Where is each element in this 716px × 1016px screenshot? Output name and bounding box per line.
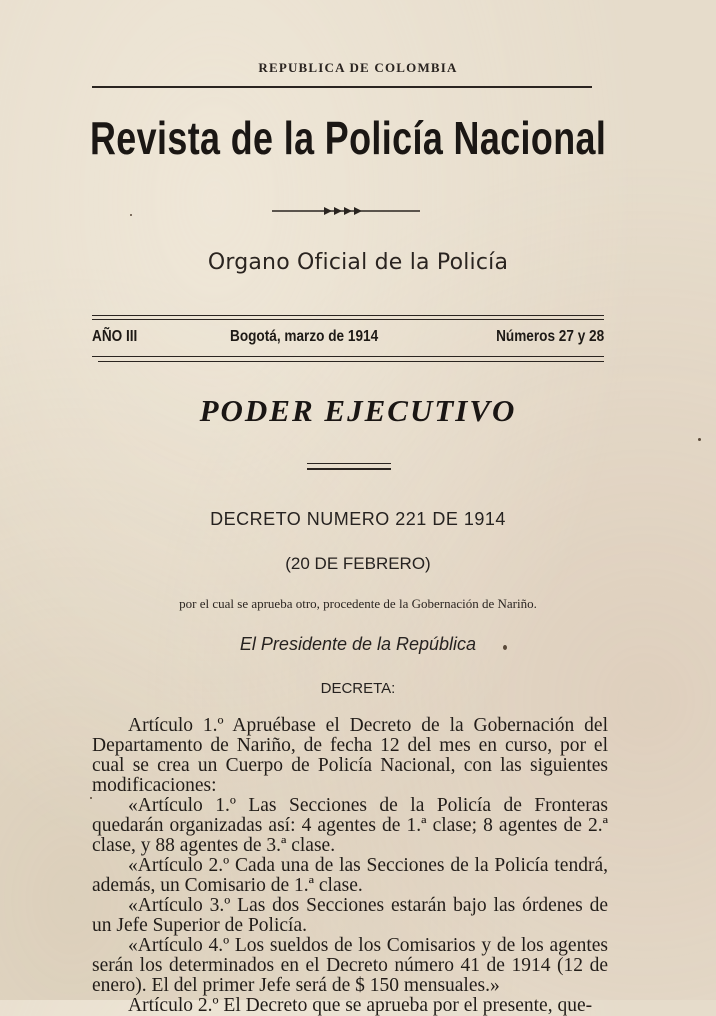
arrow-ornament-icon xyxy=(272,204,420,218)
paper-speck xyxy=(503,645,507,650)
paragraph-sub-article-4: «Artículo 4.º Los sueldos de los Comisarios y de los agentes serán los determinados en el Decreto número 41 de 1914 (12 de enero). El del primer Jefe será de $ 150 mensuales.» xyxy=(92,935,608,996)
decree-issuer: El Presidente de la República xyxy=(239,634,477,654)
issue-numbers: Números 27 y 28 xyxy=(495,328,604,345)
publication-title: Revista de la Policía Nacional xyxy=(90,112,607,164)
section-divider-1 xyxy=(307,463,391,464)
paper-speck xyxy=(90,797,92,799)
paragraph-article-2: Artículo 2.º El Decreto que se aprueba por el presente, que- xyxy=(128,995,593,1016)
header-rule xyxy=(92,86,592,88)
issue-rule-bottom-1 xyxy=(92,356,604,357)
issue-place-date: Bogotá, marzo de 1914 xyxy=(230,328,379,345)
publication-subtitle: Organo Oficial de la Policía xyxy=(207,250,509,275)
paragraph-article-1: Artículo 1.º Apruébase el Decreto de la Gobernación del Departamento de Nariño, de fecha 12 del mes en curso, por el cual se crea un Cuerpo de Policía Nacional, con las siguientes modificaciones: xyxy=(92,715,608,796)
issue-year: AÑO III xyxy=(92,328,138,345)
decree-subtitle: por el cual se aprueba otro, procedente de la Gobernación de Nariño. xyxy=(179,596,537,611)
paragraph-sub-article-3: «Artículo 3.º Las dos Secciones estarán bajo las órdenes de un Jefe Superior de Policía. xyxy=(92,895,608,936)
section-heading: PODER EJECUTIVO xyxy=(199,393,517,428)
issue-rule-top-2 xyxy=(92,319,604,320)
issue-info-row xyxy=(92,328,604,352)
paragraph-sub-article-2: «Artículo 2.º Cada una de las Secciones de la Policía tendrá, además, un Comisario de 1.ª clase. xyxy=(92,855,608,896)
country-header: REPUBLICA DE COLOMBIA xyxy=(258,60,458,75)
decree-title: DECRETO NUMERO 221 DE 1914 xyxy=(210,509,506,529)
decree-body xyxy=(92,716,608,1016)
paragraph-sub-article-1: «Artículo 1.º Las Secciones de la Policía de Fronteras quedarán organizadas así: 4 agentes de 1.ª clase; 8 agentes de 2.ª clase, y 88 agentes de 3.ª clase. xyxy=(92,795,608,856)
issue-rule-bottom-2 xyxy=(98,361,604,362)
decree-decreta: DECRETA: xyxy=(320,680,396,697)
issue-rule-top-1 xyxy=(92,315,604,316)
paper-speck xyxy=(698,438,701,441)
section-divider-2 xyxy=(307,468,391,470)
paper-speck xyxy=(130,214,132,216)
decree-date: (20 DE FEBRERO) xyxy=(285,554,431,573)
